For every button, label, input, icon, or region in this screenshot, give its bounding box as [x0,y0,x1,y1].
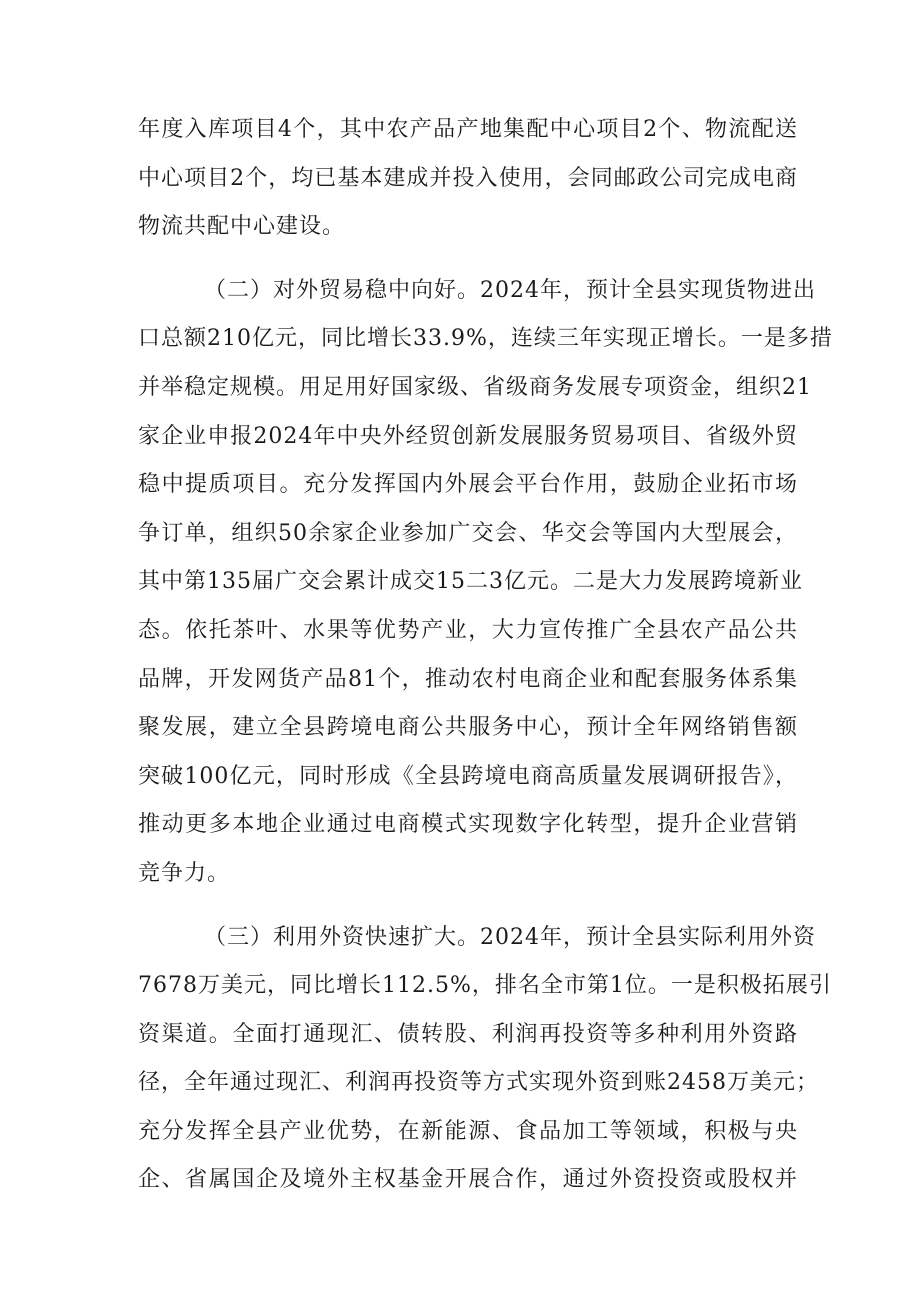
text-line: 品牌，开发网货产品81个，推动农村电商企业和配套服务体系集 [138,666,798,692]
text-line: 充分发挥全县产业优势，在新能源、食品加工等领域，积极与央 [138,1118,798,1144]
text-line: 聚发展，建立全县跨境电商公共服务中心，预计全年网络销售额 [138,715,798,741]
text-line: 并举稳定规模。用足用好国家级、省级商务发展专项资金，组织21 [138,374,812,400]
text-line: 年度入库项目4个，其中农产品产地集配中心项目2个、物流配送 [138,117,798,142]
text-line: 突破100亿元，同时形成《全县跨境电商高质量发展调研报告》， [138,763,798,789]
text-line: 态。依托茶叶、水果等优势产业，大力宣传推广全县农产品公共 [138,617,798,643]
text-line: 物流共配中心建设。 [138,214,346,240]
text-line: 家企业申报2024年中央外经贸创新发展服务贸易项目、省级外贸 [138,423,798,449]
text-line: 稳中提质项目。充分发挥国内外展会平台作用，鼓励企业拓市场 [138,472,798,498]
paragraph-foreign-investment [138,914,832,1206]
text-line: 中心项目2个，均已基本建成并投入使用，会同邮政公司完成电商 [138,165,798,191]
text-line: 口总额210亿元，同比增长33.9%，连续三年实现正增长。一是多措 [138,326,833,352]
text-line: 竞争力。 [138,860,231,886]
text-line: （三）利用外资快速扩大。2024年，预计全县实际利用外资 [204,924,816,950]
text-line: （二）对外贸易稳中向好。2024年，预计全县实现货物进出 [204,277,816,303]
text-line: 其中第135届广交会累计成交15二3亿元。二是大力发展跨境新业 [138,569,803,595]
paragraph-logistics [138,106,798,252]
text-line: 7678万美元，同比增长112.5%，排名全市第1位。一是积极拓展引 [138,973,832,999]
text-line: 资渠道。全面打通现汇、债转股、利润再投资等多种利用外资路 [138,1021,798,1047]
text-line: 争订单，组织50余家企业参加广交会、华交会等国内大型展会， [138,520,798,546]
text-line: 企、省属国企及境外主权基金开展合作，通过外资投资或股权并 [138,1167,798,1193]
paragraph-foreign-trade [138,267,833,899]
text-line: 推动更多本地企业通过电商模式实现数字化转型，提升企业营销 [138,812,798,838]
body-text [138,106,833,1205]
text-line: 径，全年通过现汇、利润再投资等方式实现外资到账2458万美元； [138,1070,819,1096]
